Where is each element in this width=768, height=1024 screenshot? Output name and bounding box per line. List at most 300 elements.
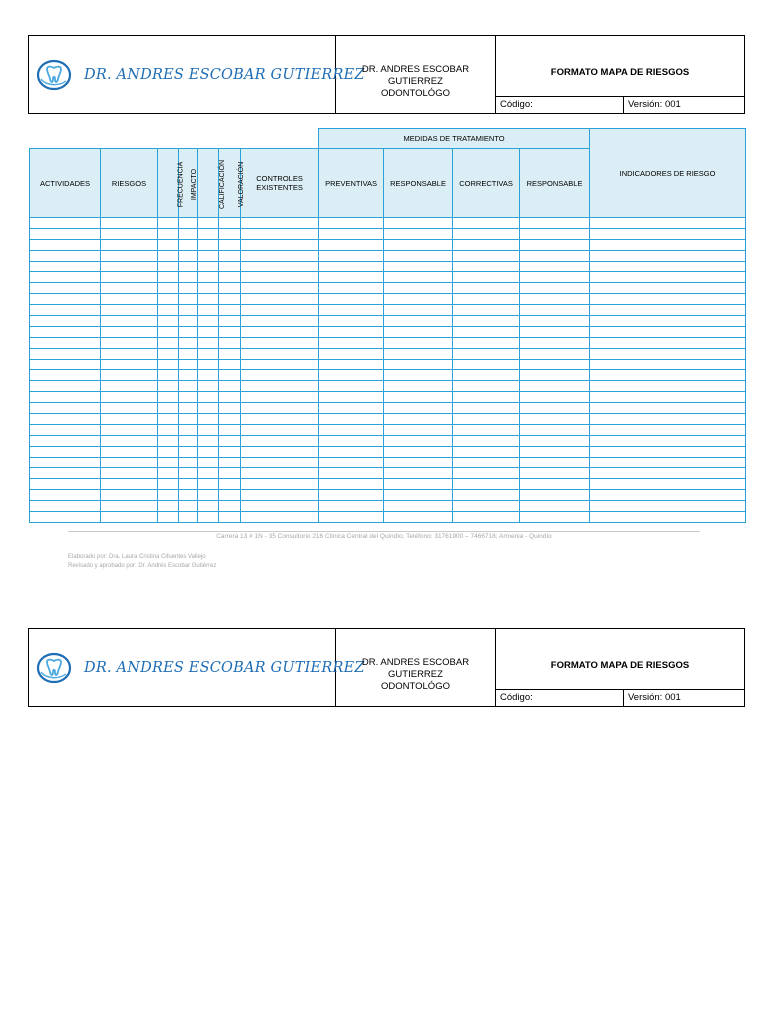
table-cell[interactable] — [590, 305, 746, 316]
table-cell[interactable] — [319, 512, 384, 523]
table-cell[interactable] — [30, 403, 101, 414]
table-cell[interactable] — [319, 337, 384, 348]
table-cell[interactable] — [241, 403, 319, 414]
table-cell[interactable] — [158, 305, 179, 316]
table-cell[interactable] — [520, 381, 590, 392]
table-cell[interactable] — [590, 348, 746, 359]
table-cell[interactable] — [101, 501, 158, 512]
table-cell[interactable] — [219, 228, 241, 239]
table-cell[interactable] — [384, 228, 453, 239]
table-cell[interactable] — [384, 283, 453, 294]
table-cell[interactable] — [319, 316, 384, 327]
table-cell[interactable] — [241, 381, 319, 392]
table-cell[interactable] — [198, 218, 219, 229]
table-cell[interactable] — [219, 250, 241, 261]
table-cell[interactable] — [384, 359, 453, 370]
table-cell[interactable] — [241, 479, 319, 490]
table-cell[interactable] — [590, 370, 746, 381]
table-cell[interactable] — [179, 348, 198, 359]
table-cell[interactable] — [30, 218, 101, 229]
table-cell[interactable] — [219, 414, 241, 425]
table-cell[interactable] — [198, 446, 219, 457]
table-cell[interactable] — [179, 435, 198, 446]
table-cell[interactable] — [319, 370, 384, 381]
table-cell[interactable] — [101, 348, 158, 359]
table-cell[interactable] — [101, 490, 158, 501]
table-cell[interactable] — [590, 359, 746, 370]
table-cell[interactable] — [158, 490, 179, 501]
table-cell[interactable] — [158, 457, 179, 468]
table-cell[interactable] — [590, 403, 746, 414]
table-cell[interactable] — [198, 316, 219, 327]
table-cell[interactable] — [179, 501, 198, 512]
table-cell[interactable] — [101, 326, 158, 337]
table-cell[interactable] — [198, 272, 219, 283]
table-cell[interactable] — [590, 424, 746, 435]
table-cell[interactable] — [319, 250, 384, 261]
table-cell[interactable] — [590, 250, 746, 261]
table-cell[interactable] — [520, 468, 590, 479]
table-cell[interactable] — [590, 392, 746, 403]
table-cell[interactable] — [30, 228, 101, 239]
table-cell[interactable] — [319, 381, 384, 392]
table-cell[interactable] — [241, 370, 319, 381]
table-cell[interactable] — [590, 457, 746, 468]
table-cell[interactable] — [30, 414, 101, 425]
table-cell[interactable] — [384, 424, 453, 435]
table-cell[interactable] — [101, 261, 158, 272]
table-cell[interactable] — [219, 468, 241, 479]
table-cell[interactable] — [453, 457, 520, 468]
table-cell[interactable] — [453, 359, 520, 370]
table-cell[interactable] — [520, 228, 590, 239]
table-cell[interactable] — [219, 337, 241, 348]
table-cell[interactable] — [158, 218, 179, 229]
table-cell[interactable] — [384, 512, 453, 523]
table-cell[interactable] — [453, 272, 520, 283]
table-cell[interactable] — [158, 261, 179, 272]
table-cell[interactable] — [101, 414, 158, 425]
table-cell[interactable] — [179, 283, 198, 294]
table-cell[interactable] — [520, 316, 590, 327]
table-cell[interactable] — [198, 381, 219, 392]
table-cell[interactable] — [241, 348, 319, 359]
table-cell[interactable] — [198, 435, 219, 446]
table-cell[interactable] — [179, 239, 198, 250]
table-cell[interactable] — [30, 446, 101, 457]
table-cell[interactable] — [158, 468, 179, 479]
table-cell[interactable] — [319, 294, 384, 305]
table-cell[interactable] — [453, 348, 520, 359]
table-cell[interactable] — [198, 370, 219, 381]
table-cell[interactable] — [241, 261, 319, 272]
table-cell[interactable] — [219, 435, 241, 446]
table-cell[interactable] — [520, 348, 590, 359]
table-cell[interactable] — [241, 272, 319, 283]
table-cell[interactable] — [219, 403, 241, 414]
table-cell[interactable] — [219, 457, 241, 468]
table-cell[interactable] — [384, 305, 453, 316]
table-cell[interactable] — [219, 294, 241, 305]
table-cell[interactable] — [520, 403, 590, 414]
table-cell[interactable] — [319, 457, 384, 468]
table-cell[interactable] — [101, 337, 158, 348]
table-cell[interactable] — [198, 490, 219, 501]
table-cell[interactable] — [219, 446, 241, 457]
table-cell[interactable] — [101, 218, 158, 229]
table-cell[interactable] — [590, 479, 746, 490]
table-cell[interactable] — [384, 239, 453, 250]
table-cell[interactable] — [453, 512, 520, 523]
table-cell[interactable] — [158, 479, 179, 490]
table-cell[interactable] — [30, 348, 101, 359]
table-cell[interactable] — [219, 490, 241, 501]
table-cell[interactable] — [319, 446, 384, 457]
table-cell[interactable] — [520, 359, 590, 370]
table-cell[interactable] — [453, 337, 520, 348]
table-cell[interactable] — [198, 326, 219, 337]
table-cell[interactable] — [453, 283, 520, 294]
table-cell[interactable] — [219, 272, 241, 283]
table-cell[interactable] — [101, 239, 158, 250]
table-cell[interactable] — [219, 261, 241, 272]
table-cell[interactable] — [179, 337, 198, 348]
table-cell[interactable] — [179, 392, 198, 403]
table-cell[interactable] — [453, 239, 520, 250]
table-cell[interactable] — [590, 283, 746, 294]
table-cell[interactable] — [30, 272, 101, 283]
table-cell[interactable] — [319, 392, 384, 403]
table-cell[interactable] — [520, 272, 590, 283]
table-cell[interactable] — [384, 250, 453, 261]
table-cell[interactable] — [158, 228, 179, 239]
table-cell[interactable] — [158, 272, 179, 283]
table-cell[interactable] — [384, 326, 453, 337]
table-cell[interactable] — [319, 359, 384, 370]
table-cell[interactable] — [101, 424, 158, 435]
table-cell[interactable] — [101, 457, 158, 468]
table-cell[interactable] — [30, 337, 101, 348]
table-cell[interactable] — [179, 305, 198, 316]
table-cell[interactable] — [384, 316, 453, 327]
table-cell[interactable] — [453, 326, 520, 337]
table-cell[interactable] — [101, 316, 158, 327]
table-cell[interactable] — [219, 218, 241, 229]
table-cell[interactable] — [520, 392, 590, 403]
table-cell[interactable] — [30, 501, 101, 512]
table-cell[interactable] — [219, 283, 241, 294]
table-cell[interactable] — [30, 294, 101, 305]
table-cell[interactable] — [101, 305, 158, 316]
table-cell[interactable] — [319, 218, 384, 229]
table-cell[interactable] — [158, 359, 179, 370]
table-cell[interactable] — [241, 359, 319, 370]
table-cell[interactable] — [384, 348, 453, 359]
table-cell[interactable] — [319, 228, 384, 239]
table-cell[interactable] — [179, 370, 198, 381]
table-cell[interactable] — [198, 457, 219, 468]
table-cell[interactable] — [198, 239, 219, 250]
table-cell[interactable] — [590, 239, 746, 250]
table-cell[interactable] — [520, 435, 590, 446]
table-cell[interactable] — [384, 218, 453, 229]
table-cell[interactable] — [198, 468, 219, 479]
table-cell[interactable] — [453, 392, 520, 403]
table-cell[interactable] — [319, 490, 384, 501]
table-cell[interactable] — [453, 294, 520, 305]
table-cell[interactable] — [179, 414, 198, 425]
table-cell[interactable] — [179, 403, 198, 414]
table-cell[interactable] — [241, 218, 319, 229]
table-cell[interactable] — [101, 468, 158, 479]
table-cell[interactable] — [158, 392, 179, 403]
table-cell[interactable] — [453, 490, 520, 501]
table-cell[interactable] — [520, 305, 590, 316]
table-cell[interactable] — [198, 261, 219, 272]
table-cell[interactable] — [30, 468, 101, 479]
table-cell[interactable] — [219, 512, 241, 523]
table-cell[interactable] — [453, 435, 520, 446]
table-cell[interactable] — [384, 446, 453, 457]
table-cell[interactable] — [179, 294, 198, 305]
table-cell[interactable] — [30, 457, 101, 468]
table-cell[interactable] — [319, 283, 384, 294]
table-cell[interactable] — [384, 414, 453, 425]
table-cell[interactable] — [453, 381, 520, 392]
table-cell[interactable] — [198, 348, 219, 359]
table-cell[interactable] — [30, 479, 101, 490]
table-cell[interactable] — [158, 348, 179, 359]
table-cell[interactable] — [241, 316, 319, 327]
table-cell[interactable] — [198, 414, 219, 425]
table-cell[interactable] — [520, 457, 590, 468]
table-cell[interactable] — [384, 261, 453, 272]
table-cell[interactable] — [590, 316, 746, 327]
table-cell[interactable] — [198, 392, 219, 403]
table-cell[interactable] — [101, 403, 158, 414]
table-cell[interactable] — [520, 337, 590, 348]
table-cell[interactable] — [158, 283, 179, 294]
table-cell[interactable] — [30, 250, 101, 261]
table-cell[interactable] — [453, 468, 520, 479]
table-cell[interactable] — [158, 381, 179, 392]
table-cell[interactable] — [590, 294, 746, 305]
table-cell[interactable] — [219, 239, 241, 250]
table-cell[interactable] — [384, 392, 453, 403]
table-cell[interactable] — [158, 446, 179, 457]
table-cell[interactable] — [241, 435, 319, 446]
table-cell[interactable] — [241, 414, 319, 425]
table-cell[interactable] — [198, 403, 219, 414]
table-cell[interactable] — [30, 261, 101, 272]
table-cell[interactable] — [158, 512, 179, 523]
table-cell[interactable] — [158, 294, 179, 305]
table-cell[interactable] — [198, 250, 219, 261]
table-cell[interactable] — [198, 479, 219, 490]
table-cell[interactable] — [158, 414, 179, 425]
table-cell[interactable] — [219, 348, 241, 359]
table-cell[interactable] — [319, 435, 384, 446]
table-cell[interactable] — [241, 392, 319, 403]
table-cell[interactable] — [198, 294, 219, 305]
table-cell[interactable] — [158, 337, 179, 348]
table-cell[interactable] — [319, 272, 384, 283]
table-cell[interactable] — [520, 370, 590, 381]
table-cell[interactable] — [520, 490, 590, 501]
table-cell[interactable] — [30, 359, 101, 370]
table-cell[interactable] — [30, 370, 101, 381]
table-cell[interactable] — [30, 239, 101, 250]
table-cell[interactable] — [384, 370, 453, 381]
table-cell[interactable] — [384, 272, 453, 283]
table-cell[interactable] — [198, 228, 219, 239]
table-cell[interactable] — [30, 424, 101, 435]
table-cell[interactable] — [453, 501, 520, 512]
table-cell[interactable] — [241, 337, 319, 348]
table-cell[interactable] — [590, 435, 746, 446]
table-cell[interactable] — [158, 326, 179, 337]
table-cell[interactable] — [158, 370, 179, 381]
table-cell[interactable] — [101, 435, 158, 446]
table-cell[interactable] — [319, 326, 384, 337]
table-cell[interactable] — [520, 250, 590, 261]
table-cell[interactable] — [453, 261, 520, 272]
table-cell[interactable] — [101, 272, 158, 283]
table-cell[interactable] — [101, 228, 158, 239]
table-cell[interactable] — [453, 403, 520, 414]
table-cell[interactable] — [453, 370, 520, 381]
table-cell[interactable] — [590, 228, 746, 239]
table-cell[interactable] — [179, 479, 198, 490]
table-cell[interactable] — [590, 218, 746, 229]
table-cell[interactable] — [101, 359, 158, 370]
table-cell[interactable] — [520, 326, 590, 337]
table-cell[interactable] — [101, 370, 158, 381]
table-cell[interactable] — [30, 381, 101, 392]
table-cell[interactable] — [384, 468, 453, 479]
table-cell[interactable] — [453, 424, 520, 435]
table-cell[interactable] — [241, 424, 319, 435]
table-cell[interactable] — [219, 424, 241, 435]
table-cell[interactable] — [30, 490, 101, 501]
table-cell[interactable] — [179, 457, 198, 468]
table-cell[interactable] — [319, 348, 384, 359]
table-cell[interactable] — [384, 479, 453, 490]
table-cell[interactable] — [158, 239, 179, 250]
table-cell[interactable] — [384, 490, 453, 501]
table-cell[interactable] — [30, 435, 101, 446]
table-cell[interactable] — [384, 337, 453, 348]
table-cell[interactable] — [241, 501, 319, 512]
table-cell[interactable] — [453, 446, 520, 457]
table-cell[interactable] — [179, 446, 198, 457]
table-cell[interactable] — [158, 501, 179, 512]
table-cell[interactable] — [158, 403, 179, 414]
table-cell[interactable] — [520, 283, 590, 294]
table-cell[interactable] — [198, 424, 219, 435]
table-cell[interactable] — [179, 218, 198, 229]
table-cell[interactable] — [319, 479, 384, 490]
table-cell[interactable] — [158, 250, 179, 261]
table-cell[interactable] — [179, 316, 198, 327]
table-cell[interactable] — [198, 501, 219, 512]
table-cell[interactable] — [319, 468, 384, 479]
table-cell[interactable] — [158, 435, 179, 446]
table-cell[interactable] — [101, 512, 158, 523]
table-cell[interactable] — [241, 468, 319, 479]
table-cell[interactable] — [520, 501, 590, 512]
table-cell[interactable] — [101, 283, 158, 294]
table-cell[interactable] — [179, 326, 198, 337]
table-cell[interactable] — [30, 512, 101, 523]
table-cell[interactable] — [384, 457, 453, 468]
table-cell[interactable] — [319, 501, 384, 512]
table-cell[interactable] — [179, 261, 198, 272]
table-cell[interactable] — [241, 305, 319, 316]
table-cell[interactable] — [520, 446, 590, 457]
table-cell[interactable] — [590, 326, 746, 337]
table-cell[interactable] — [179, 228, 198, 239]
table-cell[interactable] — [590, 468, 746, 479]
table-cell[interactable] — [520, 424, 590, 435]
table-cell[interactable] — [319, 424, 384, 435]
table-cell[interactable] — [101, 446, 158, 457]
table-cell[interactable] — [219, 381, 241, 392]
table-cell[interactable] — [590, 490, 746, 501]
table-cell[interactable] — [590, 381, 746, 392]
table-cell[interactable] — [453, 479, 520, 490]
table-cell[interactable] — [384, 381, 453, 392]
table-cell[interactable] — [179, 359, 198, 370]
table-cell[interactable] — [590, 337, 746, 348]
table-cell[interactable] — [453, 250, 520, 261]
table-cell[interactable] — [590, 414, 746, 425]
table-cell[interactable] — [179, 424, 198, 435]
table-cell[interactable] — [241, 490, 319, 501]
table-cell[interactable] — [590, 261, 746, 272]
table-cell[interactable] — [219, 501, 241, 512]
table-cell[interactable] — [319, 239, 384, 250]
table-cell[interactable] — [241, 512, 319, 523]
table-cell[interactable] — [453, 316, 520, 327]
table-cell[interactable] — [520, 512, 590, 523]
table-cell[interactable] — [319, 414, 384, 425]
table-cell[interactable] — [241, 326, 319, 337]
table-cell[interactable] — [219, 370, 241, 381]
table-cell[interactable] — [241, 228, 319, 239]
table-cell[interactable] — [520, 479, 590, 490]
table-cell[interactable] — [520, 239, 590, 250]
table-cell[interactable] — [520, 294, 590, 305]
table-cell[interactable] — [384, 403, 453, 414]
table-cell[interactable] — [219, 326, 241, 337]
table-cell[interactable] — [319, 403, 384, 414]
table-cell[interactable] — [453, 218, 520, 229]
table-cell[interactable] — [179, 272, 198, 283]
table-cell[interactable] — [198, 283, 219, 294]
table-cell[interactable] — [101, 381, 158, 392]
table-cell[interactable] — [241, 250, 319, 261]
table-cell[interactable] — [219, 392, 241, 403]
table-cell[interactable] — [590, 272, 746, 283]
table-cell[interactable] — [520, 218, 590, 229]
table-cell[interactable] — [198, 337, 219, 348]
table-cell[interactable] — [453, 414, 520, 425]
table-cell[interactable] — [30, 316, 101, 327]
table-cell[interactable] — [590, 501, 746, 512]
table-cell[interactable] — [30, 326, 101, 337]
table-cell[interactable] — [101, 250, 158, 261]
